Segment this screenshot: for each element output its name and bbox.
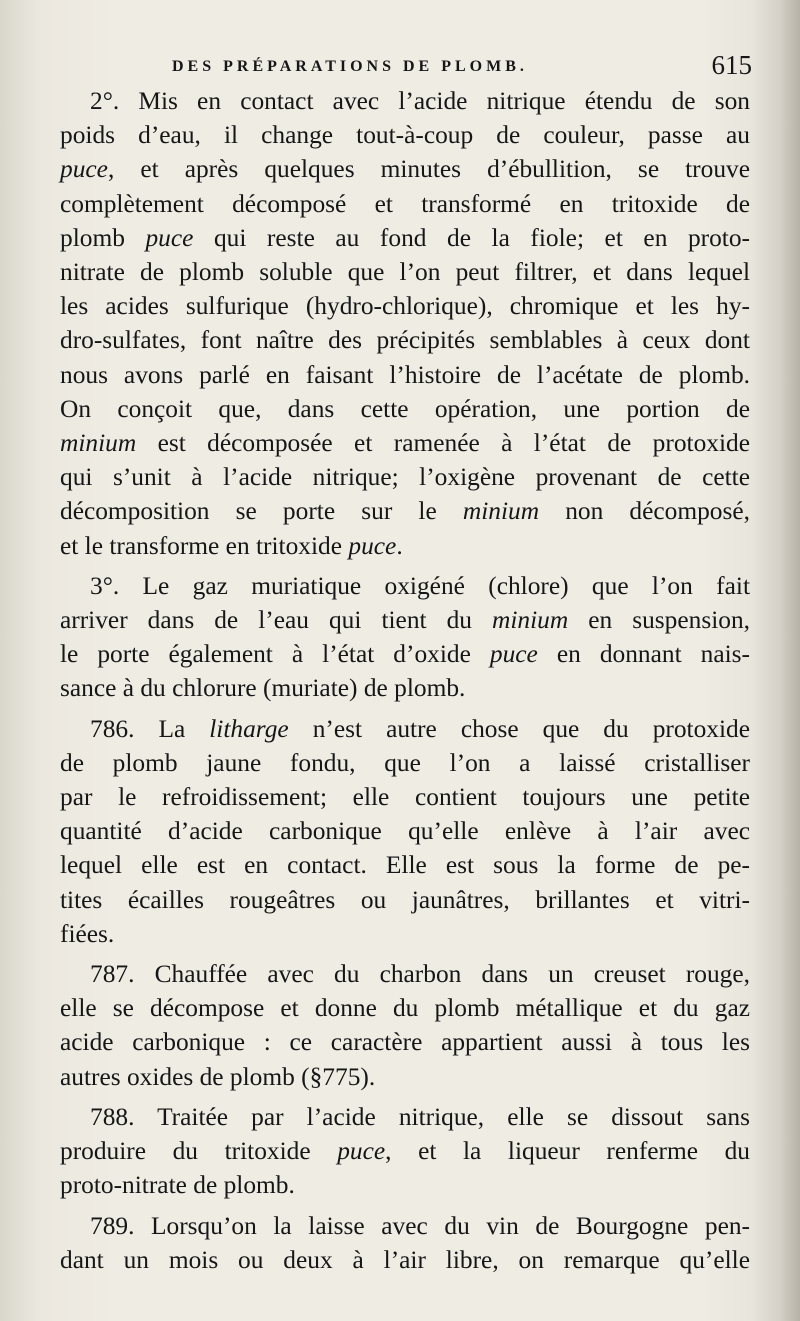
running-head: DES PRÉPARATIONS DE PLOMB. <box>172 58 528 75</box>
text-line: produire du tritoxide puce, et la liqueur renferme du <box>60 1137 750 1166</box>
text-line: 788. Traitée par l’acide nitrique, elle se dissout sans <box>90 1102 750 1131</box>
text-line: nous avons parlé en faisant l’histoire de l’acétate de plomb. <box>60 360 750 389</box>
text-line: poids d’eau, il change tout-à-coup de couleur, passe au <box>60 121 750 150</box>
text-line: de plomb jaune fondu, que l’on a laissé cristalliser <box>60 748 750 777</box>
text-line: fiées. <box>60 919 115 948</box>
text-line: dant un mois ou deux à l’air libre, on remarque qu’elle <box>60 1245 750 1274</box>
text-line: qui s’unit à l’acide nitrique; l’oxigène provenant de cette <box>60 463 750 492</box>
text-line: autres oxides de plomb (§775). <box>60 1062 376 1091</box>
text-line: complètement décomposé et transformé en tritoxide de <box>60 189 750 218</box>
text-line: tites écailles rougeâtres ou jaunâtres, brillantes et vitri- <box>60 885 750 914</box>
paragraph <box>60 569 750 706</box>
text-line: minium est décomposée et ramenée à l’état de protoxide <box>60 429 750 458</box>
text-line: les acides sulfurique (hydro-chlorique), chromique et les hy- <box>60 292 750 321</box>
text-line: 3°. Le gaz muriatique oxigéné (chlore) que l’on fait <box>90 571 750 600</box>
paragraph <box>60 1100 750 1203</box>
text-line: 789. Lorsqu’on la laisse avec du vin de Bourgogne pen- <box>90 1211 750 1240</box>
text-line: 2°. Mis en contact avec l’acide nitrique étendu de son <box>90 87 750 115</box>
page-number: 615 <box>711 50 752 80</box>
text-line: arriver dans de l’eau qui tient du minium en suspension, <box>60 606 750 635</box>
page-header <box>172 50 752 86</box>
text-line: plomb puce qui reste au fond de la fiole; et en proto- <box>60 223 750 252</box>
body-text <box>60 84 750 1277</box>
text-line: On conçoit que, dans cette opération, une portion de <box>60 394 750 423</box>
paragraph <box>60 84 750 563</box>
page-edge-shadow <box>752 0 800 1321</box>
text-line: quantité d’acide carbonique qu’elle enlève à l’air avec <box>60 817 750 846</box>
text-line: 787. Chauffée avec du charbon dans un creuset rouge, <box>90 960 750 989</box>
text-line: dro-sulfates, font naître des précipités semblables à ceux dont <box>60 326 750 355</box>
text-line: elle se décompose et donne du plomb métallique et du gaz <box>60 994 750 1023</box>
text-line: sance à du chlorure (muriate) de plomb. <box>60 674 466 703</box>
text-line: le porte également à l’état d’oxide puce en donnant nais- <box>60 640 750 669</box>
text-line: proto-nitrate de plomb. <box>60 1171 295 1200</box>
paragraph <box>60 712 750 951</box>
text-line: et le transforme en tritoxide puce. <box>60 531 403 560</box>
text-line: puce, et après quelques minutes d’ébullition, se trouve <box>60 155 750 184</box>
text-line: nitrate de plomb soluble que l’on peut filtrer, et dans lequel <box>60 258 750 287</box>
text-line: lequel elle est en contact. Elle est sous la forme de pe- <box>60 851 750 880</box>
text-line: décomposition se porte sur le minium non décomposé, <box>60 497 750 526</box>
paragraph <box>60 1209 750 1277</box>
paragraph <box>60 957 750 1094</box>
text-line: 786. La litharge n’est autre chose que du protoxide <box>90 714 750 743</box>
text-line: par le refroidissement; elle contient toujours une petite <box>60 783 750 812</box>
text-line: acide carbonique : ce caractère appartient aussi à tous les <box>60 1028 750 1057</box>
